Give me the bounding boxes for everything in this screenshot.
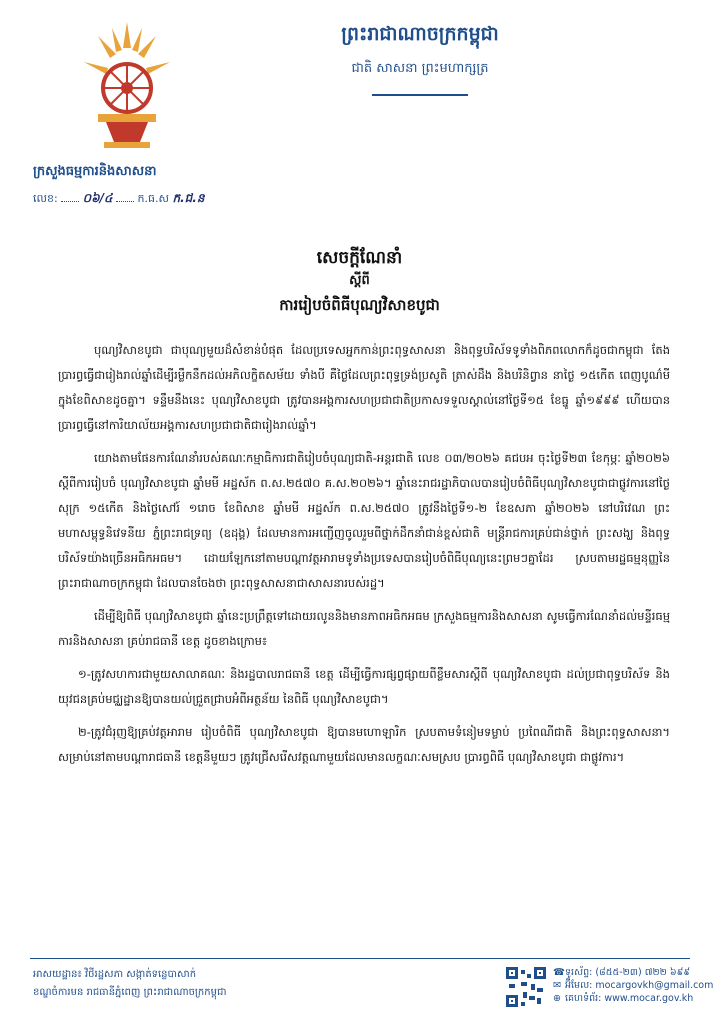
address-line: ខណ្ឌចំការមន រាជធានីភ្នំពេញ ព្រះរាជាណាចក្រកម្ពុជា: [33, 987, 227, 998]
ref-dots: [116, 201, 134, 202]
phone-icon: ☎: [553, 967, 565, 978]
document-subtitle-about: ស្តីពី: [349, 273, 370, 288]
paragraph-intro: បុណ្យវិសាខបូជា ជាបុណ្យមួយដ៏សំខាន់បំផុត ដែលប្រទេសអ្នកកាន់ព្រះពុទ្ធសាសនា និងពុទ្ធបរិស័ទទូទាំងពិភពលោកក៏ដូចជាកម្ពុជា តែងប្រារព្ធធ្វើជារៀងរាល់ឆ្នាំដើម្បីរម្លឹកនឹកដល់អភិលក្ខិតសម័យ ទាំងបី គឺថ្ងៃដែលព្រះពុទ្ធទ្រង់ប្រសូតិ ត្រាស់ដឹង និងបរិនិព្វាន នាថ្ងៃ ១៥កើត ពេញបូណ៌មី ក្នុងខែពិសាខដូចគ្នា។ ទន្ទឹមនឹងនេះ បុណ្យវិសាខបូជា ត្រូវបានអង្គការសហប្រជាជាតិប្រកាសទទួលស្គាល់នៅថ្ងៃទី១៥ ខែធ្នូ ឆ្នាំ១៩៩៩ ហើយបានប្រារព្ធធ្វើនៅការិយាល័យអង្គការសហប្រជាជាតិជារៀងរាល់ឆ្នាំ។: [58, 343, 670, 432]
document-title: សេចក្តីណែនាំ: [316, 248, 403, 268]
footer-contacts: [553, 966, 713, 1005]
email-text: អ៊ីមែល: mocargovkh@gmail.com: [565, 980, 714, 991]
qr-code-icon: [505, 966, 547, 1008]
instruction-item-1: ១-ត្រូវសហការជាមួយសាលាគណៈ និងរដ្ឋបាលរាជធានី ខេត្ត ដើម្បីធ្វើការផ្សព្វផ្សាយពីខ្លឹមសារស្តីពី បុណ្យវិសាខបូជា ដល់ប្រជាពុទ្ធបរិស័ទ និងយុវជនគ្រប់មជ្ឈដ្ឋានឱ្យបានយល់ជ្រួតជ្រាបអំពីអត្ថន័យ នៃពិធី បុណ្យវិសាខបូជា។: [58, 667, 670, 706]
ref-number: ០៦/៤: [82, 191, 113, 205]
phone-text: ទូរស័ព្ទ: (៨៥៥-២៣) ៧២២ ៦៩៩: [565, 967, 691, 978]
contact-email: [553, 979, 713, 992]
ref-label: លេខ:: [33, 192, 58, 205]
footer-address: [33, 966, 226, 1002]
national-motto: ជាតិ សាសនា ព្រះមហាក្សត្រ: [351, 61, 489, 76]
kingdom-title: ព្រះរាជាណាចក្រកម្ពុជា: [341, 23, 499, 45]
email-icon: ✉: [553, 980, 561, 991]
ref-suffix-label: ក.ធ.ស: [137, 192, 169, 205]
paragraph-reference: យោងតាមផែនការណែនាំរបស់គណៈកម្មាធិការជាតិរៀបចំបុណ្យជាតិ-អន្តរជាតិ លេខ ០៣/២០២៦ គជបអ ចុះថ្ងៃទី២៣ ខែកុម្ភៈ ឆ្នាំ២០២៦ ស្តីពីការរៀបចំ បុណ្យវិសាខបូជា ឆ្នាំមមី អដ្ឋស័ក ព.ស.២៥៧០ គ.ស.២០២៦។ ឆ្នាំនេះរាជរដ្ឋាភិបាលបានរៀបចំពិធីបុណ្យវិសាខបូជាជាផ្លូវការនៅថ្ងៃសុក្រ ១៥កើត និងថ្ងៃសៅរ៍ ១រោច ខែពិសាខ ឆ្នាំមមី អដ្ឋស័ក ព.ស.២៥៧០ ត្រូវនឹងថ្ងៃទី១-២ ខែឧសភា ឆ្នាំ២០២៦ នៅបរិវេណ ព្រះមហាសម្ពុទ្ធនិវេទនីយ ភ្នំព្រះរាជទ្រព្យ (ឧដុង្គ) ដែលមានការអញ្ជើញចូលរួមពីថ្នាក់ដឹកនាំជាន់ខ្ពស់ជាតិ មន្ត្រីរាជការគ្រប់ជាន់ថ្នាក់ ព្រះសង្ឃ និងពុទ្ធបរិស័ទយ៉ាងច្រើនអធិកអធម។ ដោយឡែកនៅតាមបណ្តាវត្តអារាមទូទាំងប្រទេសបានរៀបចំពិធីបុណ្យនេះព្រមៗគ្នាដែរ ស្របតាមរដ្ឋធម្មនុញ្ញនៃព្រះរាជាណាចក្រកម្ពុជា ដែលបានចែងថា ព្រះពុទ្ធសាសនាជាសាសនារបស់រដ្ឋ។: [58, 451, 670, 590]
address-line: អាសយដ្ឋាន៖ វិថីរដ្ឋសភា សង្កាត់ទន្លេបាសាក់: [33, 969, 197, 980]
contact-phone: [553, 966, 713, 979]
paragraph-purpose: ដើម្បីឱ្យពិធី បុណ្យវិសាខបូជា ឆ្នាំនេះប្រព្រឹត្តទៅដោយរលូននិងមានភាពអធិកអធម ក្រសួងធម្មការនិងសាសនា សូមធ្វើការណែនាំដល់មន្ទីរធម្មការនិងសាសនា គ្រប់រាជធានី ខេត្ត ដូចខាងក្រោម៖: [58, 609, 670, 648]
website-text: គេហទំព័រ: www.mocar.gov.kh: [565, 993, 694, 1004]
document-body: [58, 338, 670, 778]
document-subject: ការរៀបចំពិធីបុណ្យវិសាខបូជា: [279, 296, 440, 314]
contact-web: [553, 992, 713, 1005]
web-icon: ⊕: [553, 993, 561, 1004]
instruction-item-2: ២-ត្រូវជំរុញឱ្យគ្រប់វត្តអារាម រៀបចំពិធី បុណ្យវិសាខបូជា ឱ្យបានមហោឡារិក ស្របតាមទំនៀមទម្លាប់ ប្រពៃណីជាតិ និងព្រះពុទ្ធសាសនា។ សម្រាប់នៅតាមបណ្តារាជធានី ខេត្តនីមួយៗ ត្រូវជ្រើសរើសវត្តណាមួយដែលមានលក្ខណៈសមស្រប ប្រារព្ធពិធី បុណ្យវិសាខបូជា ជាផ្លូវការ។: [58, 725, 670, 764]
ref-suffix-value: ក.ជ.ន: [172, 191, 205, 205]
footer-divider: [30, 958, 690, 959]
emblem-icon: [78, 18, 176, 154]
motto-divider: [372, 94, 468, 96]
reference-line: [33, 190, 204, 208]
ref-dots: [61, 201, 79, 202]
ministry-name: ក្រសួងធម្មការនិងសាសនា: [33, 164, 157, 179]
